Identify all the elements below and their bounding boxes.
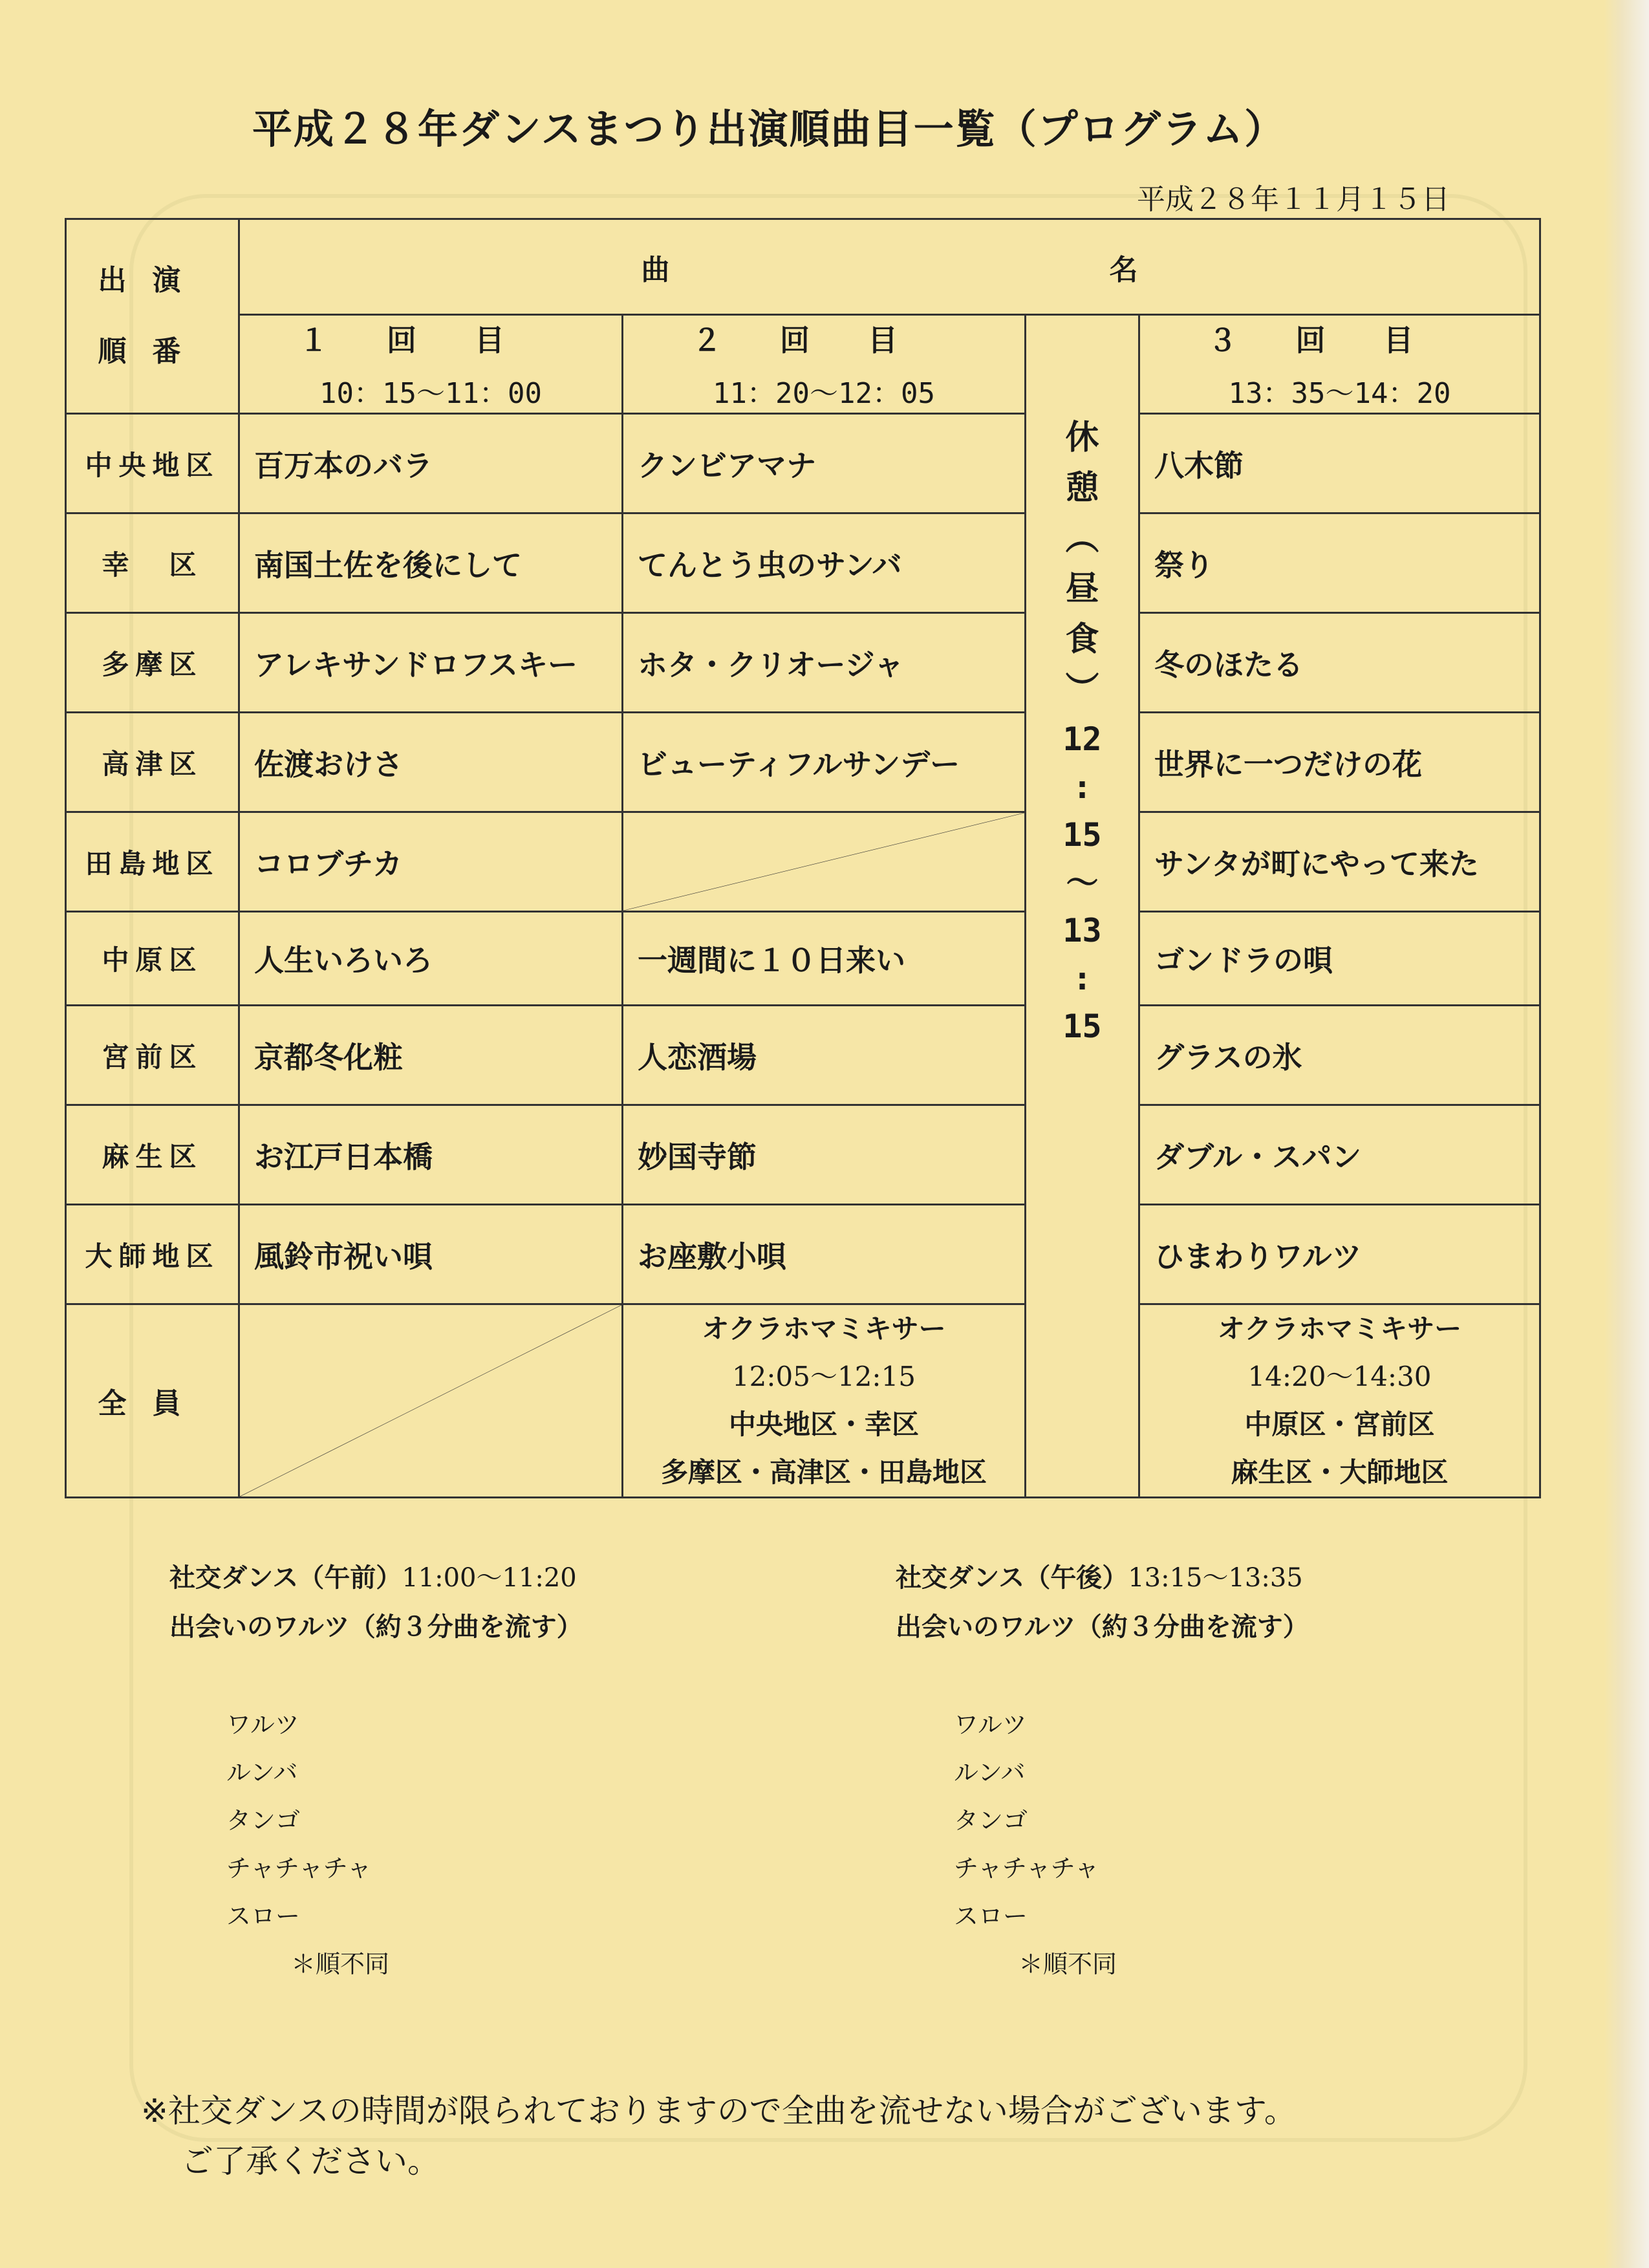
song-round-1: 風鈴市祝い唄 bbox=[239, 1205, 623, 1304]
header-order-line1: 出演 bbox=[98, 264, 207, 297]
district-name: 宮前区 bbox=[66, 1006, 239, 1105]
break-char: ︵ bbox=[1065, 519, 1099, 558]
social-pm-waltz: 出会いのワルツ（約３分曲を流す） bbox=[896, 1612, 1309, 1642]
social-am-waltz: 出会いのワルツ（約３分曲を流す） bbox=[169, 1612, 583, 1642]
list-item: チャチャチャ bbox=[226, 1854, 372, 1883]
list-item: タンゴ bbox=[954, 1806, 1028, 1835]
header-order bbox=[66, 219, 239, 414]
social-dance-pm bbox=[896, 1553, 1309, 1652]
break-time-part: : bbox=[1072, 960, 1092, 997]
round-2-header bbox=[623, 315, 1026, 414]
header-order-line2: 順番 bbox=[98, 335, 207, 368]
diagonal-line bbox=[240, 1305, 621, 1496]
song-round-1: 百万本のバラ bbox=[239, 414, 623, 513]
table-row bbox=[66, 1205, 1540, 1304]
table-row bbox=[66, 713, 1540, 812]
song-round-1: 京都冬化粧 bbox=[239, 1006, 623, 1105]
district-name: 大師地区 bbox=[66, 1205, 239, 1304]
list-item: ルンバ bbox=[954, 1758, 1026, 1787]
document-date: 平成２８年１１月１５日 bbox=[1137, 183, 1450, 216]
page-edge bbox=[1604, 0, 1649, 2268]
song-round-2: 人恋酒場 bbox=[623, 1006, 1026, 1105]
list-item: チャチャチャ bbox=[954, 1854, 1099, 1883]
social-dance-am bbox=[169, 1553, 583, 1652]
dance-list-am bbox=[226, 1701, 389, 1988]
break-char: 憩 bbox=[1065, 469, 1099, 508]
song-round-2: お座敷小唄 bbox=[623, 1205, 1026, 1304]
round-1-header bbox=[239, 315, 623, 414]
round-2-label: ２回目 bbox=[692, 323, 956, 358]
round-3-header bbox=[1139, 315, 1540, 414]
list-item: ワルツ bbox=[226, 1711, 299, 1739]
song-round-2: ビューティフルサンデー bbox=[623, 713, 1026, 812]
break-char: ︶ bbox=[1065, 671, 1099, 709]
district-name: 高津区 bbox=[66, 713, 239, 812]
song-round-3: グラスの氷 bbox=[1139, 1006, 1540, 1105]
round-1-time: 10：15〜11：00 bbox=[319, 377, 542, 410]
song-round-1: 南国土佐を後にして bbox=[239, 513, 623, 613]
dance-order-note: ＊順不同 bbox=[291, 1950, 390, 1978]
lunch-break-column bbox=[1026, 315, 1139, 1498]
list-item: ルンバ bbox=[226, 1758, 298, 1787]
social-am-label: 社交ダンス（午前） bbox=[169, 1563, 402, 1593]
social-pm-label: 社交ダンス（午後） bbox=[896, 1563, 1128, 1593]
dance-list-pm bbox=[954, 1701, 1117, 1988]
mixer-districts: 中央地区・幸区 bbox=[728, 1409, 919, 1440]
mixer-districts: 多摩区・高津区・田島地区 bbox=[660, 1456, 987, 1488]
table-row bbox=[66, 1105, 1540, 1205]
break-char: 昼 bbox=[1065, 570, 1099, 609]
song-round-2: 一週間に１０日来い bbox=[623, 912, 1026, 1006]
song-round-1: 佐渡おけさ bbox=[239, 713, 623, 812]
song-round-1: アレキサンドロフスキー bbox=[239, 613, 623, 713]
break-time-part: 13 bbox=[1062, 912, 1102, 949]
diagonal-line bbox=[623, 813, 1024, 911]
round-1-label: １回目 bbox=[299, 323, 563, 358]
mixer-round-3 bbox=[1139, 1304, 1540, 1498]
song-round-3: 世界に一つだけの花 bbox=[1139, 713, 1540, 812]
header-song-left: 曲 bbox=[641, 253, 670, 286]
mixer-districts: 麻生区・大師地区 bbox=[1231, 1456, 1449, 1488]
district-name: 多摩区 bbox=[66, 613, 239, 713]
song-round-2: ホタ・クリオージャ bbox=[623, 613, 1026, 713]
round-3-label: ３回目 bbox=[1207, 323, 1472, 358]
header-row-song bbox=[66, 219, 1540, 315]
break-char: 食 bbox=[1065, 620, 1099, 659]
mixer-time: 12:05〜12:15 bbox=[731, 1361, 916, 1392]
page-title: 平成２８年ダンスまつり出演順曲目一覧（プログラム） bbox=[252, 105, 1286, 153]
empty-cell-diagonal bbox=[239, 1304, 623, 1498]
round-2-time: 11：20〜12：05 bbox=[713, 377, 935, 410]
header-row-rounds bbox=[66, 315, 1540, 414]
table-row-all-members bbox=[66, 1304, 1540, 1498]
social-am-time: 11:00〜11:20 bbox=[402, 1563, 577, 1593]
mixer-round-2 bbox=[623, 1304, 1026, 1498]
round-3-time: 13：35〜14：20 bbox=[1228, 377, 1451, 410]
song-round-1: お江戸日本橋 bbox=[239, 1105, 623, 1205]
song-round-2: クンビアマナ bbox=[623, 414, 1026, 513]
mixer-name: オクラホマミキサー bbox=[702, 1313, 946, 1345]
table-row bbox=[66, 1006, 1540, 1105]
empty-cell-diagonal bbox=[623, 812, 1026, 912]
footnote-line: ご了承ください。 bbox=[181, 2143, 440, 2180]
mixer-districts: 中原区・宮前区 bbox=[1244, 1409, 1435, 1440]
footnote-line: ※社交ダンスの時間が限られておりますので全曲を流せない場合がございます。 bbox=[141, 2092, 1297, 2130]
break-time-part: 15 bbox=[1062, 816, 1102, 854]
district-name: 田島地区 bbox=[66, 812, 239, 912]
song-round-3: 祭り bbox=[1139, 513, 1540, 613]
table-row bbox=[66, 812, 1540, 912]
header-song-title bbox=[239, 219, 1540, 315]
song-round-3: 八木節 bbox=[1139, 414, 1540, 513]
district-name: 中原区 bbox=[66, 912, 239, 1006]
list-item: タンゴ bbox=[226, 1806, 301, 1835]
list-item: ワルツ bbox=[954, 1711, 1027, 1739]
break-char: 休 bbox=[1065, 418, 1099, 457]
break-time-part: : bbox=[1072, 768, 1092, 806]
table-row bbox=[66, 613, 1540, 713]
table-row bbox=[66, 513, 1540, 613]
dance-order-note: ＊順不同 bbox=[1018, 1950, 1117, 1978]
list-item: スロー bbox=[954, 1902, 1028, 1930]
song-round-2: 妙国寺節 bbox=[623, 1105, 1026, 1205]
break-time-part: 〜 bbox=[1066, 864, 1099, 902]
district-name: 中央地区 bbox=[66, 414, 239, 513]
song-round-2: てんとう虫のサンバ bbox=[623, 513, 1026, 613]
song-round-3: 冬のほたる bbox=[1139, 613, 1540, 713]
all-members-label: 全員 bbox=[66, 1304, 239, 1498]
song-round-3: ひまわりワルツ bbox=[1139, 1205, 1540, 1304]
song-round-3: ゴンドラの唄 bbox=[1139, 912, 1540, 1006]
break-time-part: 12 bbox=[1062, 720, 1102, 758]
district-name: 麻生区 bbox=[66, 1105, 239, 1205]
program-table bbox=[65, 218, 1541, 1498]
table-row bbox=[66, 414, 1540, 513]
list-item: スロー bbox=[226, 1902, 301, 1930]
district-name: 幸 区 bbox=[66, 513, 239, 613]
mixer-time: 14:20〜14:30 bbox=[1247, 1361, 1432, 1392]
song-round-1: 人生いろいろ bbox=[239, 912, 623, 1006]
song-round-3: ダブル・スパン bbox=[1139, 1105, 1540, 1205]
footnote bbox=[141, 2086, 1297, 2187]
social-pm-time: 13:15〜13:35 bbox=[1128, 1563, 1303, 1593]
song-round-1: コロブチカ bbox=[239, 812, 623, 912]
table-row bbox=[66, 912, 1540, 1006]
song-round-3: サンタが町にやって来た bbox=[1139, 812, 1540, 912]
mixer-name: オクラホマミキサー bbox=[1217, 1313, 1462, 1345]
header-song-right: 名 bbox=[1109, 253, 1138, 286]
break-time-part: 15 bbox=[1062, 1008, 1102, 1045]
